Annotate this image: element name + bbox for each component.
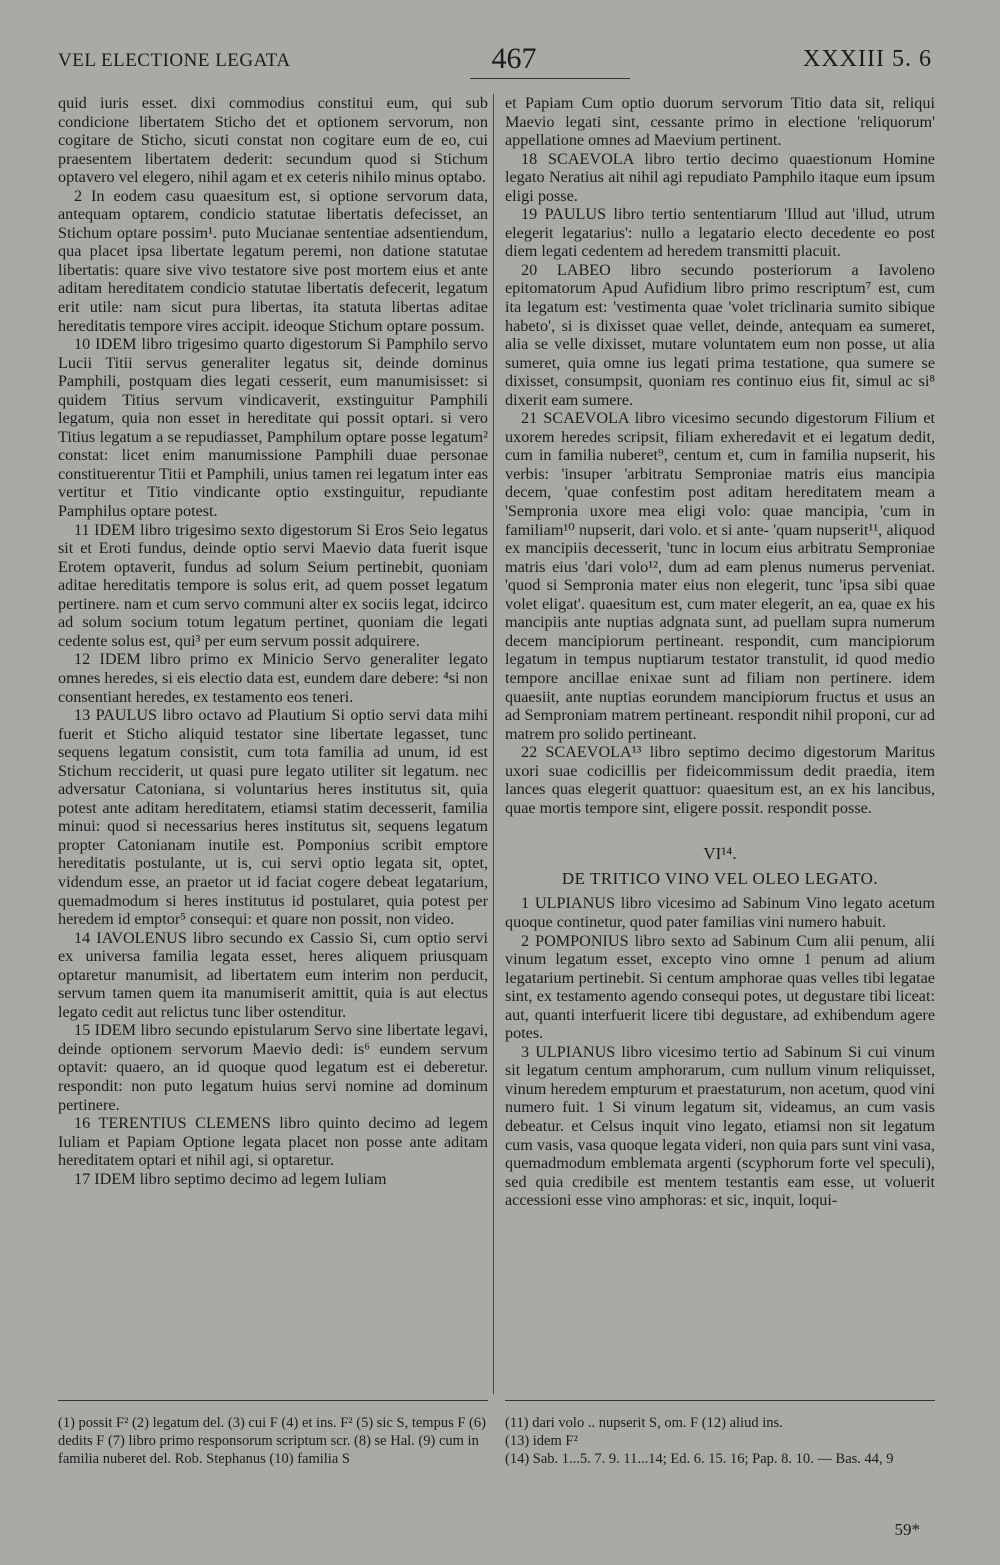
paragraph: 15 IDEM libro secundo epistularum Servo sine libertate legavi, deinde optionem servorum Maevio dedi: is⁶ eundem servum optavit: quaero, an id quoque quod legatum est ei deberetur. respondit: non puto legatum huius servi nomine ad dominum pertinere. bbox=[58, 1021, 488, 1114]
paragraph: 16 TERENTIUS CLEMENS libro quinto decimo ad legem Iuliam et Papiam Optione legata placet non posse ante aditam hereditatem optari et nihil agi, si optaretur. bbox=[58, 1114, 488, 1170]
paragraph: 2 In eodem casu quaesitum est, si optione servorum data, antequam optarem, condicio statutae libertatis defecisset, an Stichum optare possim¹. puto Mucianae sententiae adsentiendum, qua placet ipsa libertate legatum peremi, non datione statutae libertatis: quare sive vivo testatore sive post mortem eius et ante aditam hereditatem condicio statutae libertatis defecerit, legatum erit utile: nam sicut pura libertas, ita statuta libertas aditae hereditatis tempore vires accipit. ideoque Stichum optare possum. bbox=[58, 186, 488, 335]
paragraph: 19 PAULUS libro tertio sententiarum 'Illud aut 'illud, utrum elegerit legatarius': nullo a legatario electo decedente eo post diem legati cedentem ad heredem transmitti placuit. bbox=[505, 205, 935, 261]
paragraph: 12 IDEM libro primo ex Minicio Servo generaliter legato omnes heredes, si eis electio data est, eundem dare debere: ⁴si non consentiant heredes, ex testamento eos teneri. bbox=[58, 650, 488, 706]
left-column bbox=[58, 94, 488, 1188]
paragraph: 2 POMPONIUS libro sexto ad Sabinum Cum alii penum, alii vinum legatum esset, excepto vino omne 1 penum ad alium legatarium pertinebit. Si centum amphorae quas velles tibi legatae sint, ex testamento agendo consequi potes, ut degustare tibi liceat: aut, quanti interfuerit licere tibi degustare, ad exhibendum agere potes. bbox=[505, 931, 935, 1043]
footnotes-left bbox=[58, 1414, 488, 1468]
paragraph: 21 SCAEVOLA libro vicesimo secundo digestorum Filium et uxorem heredes scripsit, filiam exheredavit et ei legatum dedit, cum in familia nuberet⁹, centum et, cum in familia nupserit, his verbis: 'insuper 'arbitratu Semproniae matris eius mancipia decem, 'quae confestim post aditam hereditatem meam a 'Sempronia uxore mea eligi volo: quae mancipia, 'cum in familiam¹⁰ nupserit, dari volo. et si ante- 'quam nupserit¹¹, aliquod ex mancipiis decesserit, 'tunc in locum eius arbitratu Semproniae matris eius 'dari volo¹², dum ad eam plenus numerus perveniat. 'quod si Sempronia mater eius non elegerit, tunc 'ipsa sibi quae volet eligat'. quaesitum est, cum mater elegerit, an ea, quae ex his mancipiis ante nuptias adgnata sunt, ad puellam supra numerum decem mancipiorum pertineant. respondit, cum mancipiorum legatum in tempus nuptiarum testator transtulit, id quod medio tempore ancillae enixae sunt ad filiam non pertinere. idem quaesiit, ante nuptias eorundem mancipiorum fructus et usus an ad Semproniam matrem pertineant. respondit nihil proponi, cur ad matrem pro solido pertineant. bbox=[505, 409, 935, 743]
paragraph: 18 SCAEVOLA libro tertio decimo quaestionum Homine legato Neratius ait nihil agi repudiato Pamphilo itaque eum ipsum eligi posse. bbox=[505, 149, 935, 205]
paragraph: et Papiam Cum optio duorum servorum Titio data sit, reliqui Maevio legati sint, cessante primo in electione 'reliquorum' appellatione omnes ad Maevium pertinent. bbox=[505, 94, 935, 150]
footnote-rule-right bbox=[505, 1400, 935, 1401]
header-rule bbox=[470, 78, 630, 79]
paragraph: 10 IDEM libro trigesimo quarto digestorum Si Pamphilo servo Lucii Titii servus generaliter legatus sit, deinde dominus Pamphili, postquam dies legati cesserit, eum manumisisset: si quidem Titius servum vindicaverit, exstinguitur Pamphili legatum, quia non esset in hereditate qui possit optari. si vero Titius legatum a se repudiasset, Pamphilum optare posse legatum² constat: licet enim manumissione Pamphili duae personae constituerentur Titii et Pamphili, unius tamen rei legatum inter eas vertitur et Titio vindicante optio exstinguitur, repudiante Pamphilus optare potest. bbox=[58, 335, 488, 521]
column-divider bbox=[493, 94, 494, 1394]
footnote-rule-left bbox=[58, 1400, 488, 1401]
paragraph: 3 ULPIANUS libro vicesimo tertio ad Sabinum Si cui vinum sit legatum centum amphorarum, cum nullum vinum reliquisset, vinum heredem empturum et praestaturum, non acetum, quod vini numero fuit. 1 Si vinum legatum sit, videamus, an cum vasis debeatur. et Celsus inquit vino legato, etiamsi non sit legatum cum vasis, vasa quoque legata videri, non quia pars sunt vini vasa, quemadmodum emblemata argenti (scyphorum forte vel speculi), sed quia credibile est mentem testantis eam esse, ut voluerit accessioni esse vino amphoras: et sic, inquit, loqui- bbox=[505, 1042, 935, 1210]
footnote: (14) Sab. 1...5. 7. 9. 11...14; Ed. 6. 15. 16; Pap. 8. 10. — Bas. 44, 9 bbox=[505, 1451, 894, 1467]
paragraph: 22 SCAEVOLA¹³ libro septimo decimo digestorum Maritus uxori suae codicillis per fideicommissum dedit praedia, item lances quas elegerit quattuor: quaesitum est, an ex his lancibus, quae mortis tempore sint, eligere possit. respondit posse. bbox=[505, 743, 935, 817]
paragraph: 17 IDEM libro septimo decimo ad legem Iuliam bbox=[74, 1169, 387, 1188]
header-title: VEL ELECTIONE LEGATA bbox=[58, 50, 291, 71]
section-number: VI¹⁴. bbox=[703, 844, 737, 864]
running-header bbox=[58, 42, 932, 82]
signature-mark: 59* bbox=[894, 1520, 920, 1539]
footnotes-right bbox=[505, 1414, 935, 1468]
page-number: 467 bbox=[491, 42, 537, 75]
header-reference: XXXIII 5. 6 bbox=[803, 46, 932, 72]
footnote: (13) idem F² bbox=[505, 1433, 578, 1449]
paragraph: 13 PAULUS libro octavo ad Plautium Si optio servi data mihi fuerit et Sticho aliquid testator sine libertate legasset, tunc sequens legatum consistit, cum tota familia ad unum, id est Stichum recciderit, ut quasi pure legato utiliter sit legatum. nec adversatur Catoniana, si voluntarius heres institutus sit, quia potest ante aditam hereditatem, etiamsi statim decesserit, familia minui: quod si necessarius heres institutus sit, sequens legatum propter Catonianam inutile est. Pomponius scribit emptore hereditatis postulante, ut is, cui servi optio legata sit, optet, videndum esse, an praetor ut id faciat cogere debeat legatarium, quemadmodum si heres institutus id postularet, quia potest per heredem id emptor⁵ consequi: et quare non possit, non video. bbox=[58, 706, 488, 929]
section-title: DE TRITICO VINO VEL OLEO LEGATO. bbox=[561, 868, 879, 888]
paragraph: 20 LABEO libro secundo posteriorum a Iavoleno epitomatorum Apud Aufidium libro primo rescriptum⁷ est, cum ita legatum est: 'vestimenta quae 'volet triclinaria sumito sibique habeto', si is dixisset quae vellet, deinde, antequam ea sumeret, alia se velle dixisset, mutare voluntatem eum non posse, ut alia sumeret, quia omne ius legati prima testatione, qua sumere se dixisset, consumpsit, quoniam res continuo eius fit, simul ac si⁸ dixerit eam sumere. bbox=[505, 260, 935, 409]
footnote: (11) dari volo .. nupserit S, om. F (12) aliud ins. bbox=[505, 1415, 783, 1431]
paragraph: 14 IAVOLENUS libro secundo ex Cassio Si, cum optio servi ex universa familia legata esset, heres aliquem priusquam optaretur manumisit, ad libertatem eum interim non perducit, servum tamen quem ita manumiserit amittit, quia is aut electus legato cedit aut relictus tunc liber ostenditur. bbox=[58, 928, 488, 1021]
paragraph: 1 ULPIANUS libro vicesimo ad Sabinum Vino legato acetum quoque continetur, quod pater familias vini numero habuit. bbox=[505, 894, 935, 931]
paragraph: quid iuris esset. dixi commodius constitui eum, qui sub condicione libertatem Sticho det et optionem servorum, non cogitare de Sticho, sicuti constat non cogitare eum de eo, cui praesentem libertatem dederit: secundum quod si Stichum optavero vel elegero, nihil agam et ex ceteris nihilo minus optabo. bbox=[58, 94, 488, 187]
right-column bbox=[505, 94, 935, 1210]
paragraph: 11 IDEM libro trigesimo sexto digestorum Si Eros Seio legatus sit et Eroti fundus, deinde optio servi Maevio data fuerit isque Erotem optaverit, fundus ad solum Seium pertinebit, quoniam aditae hereditatis tempore is solus erit, ad quem posset legatum pertinere. nam et cum servo communi alter ex sociis legat, idcirco ad solum socium totum legatum pertinet, quoniam die legati cedente solus est, qui³ per eum servum possit adquirere. bbox=[58, 520, 488, 650]
footnote: (1) possit F² (2) legatum del. (3) cui F (4) et ins. F² (5) sic S, tempus F (6) dedits F (7) libro primo responsorum scriptum scr. (8) se Hal. (9) cum in familia nuberet del. Rob. Stephanus (10) familia S bbox=[58, 1415, 486, 1467]
